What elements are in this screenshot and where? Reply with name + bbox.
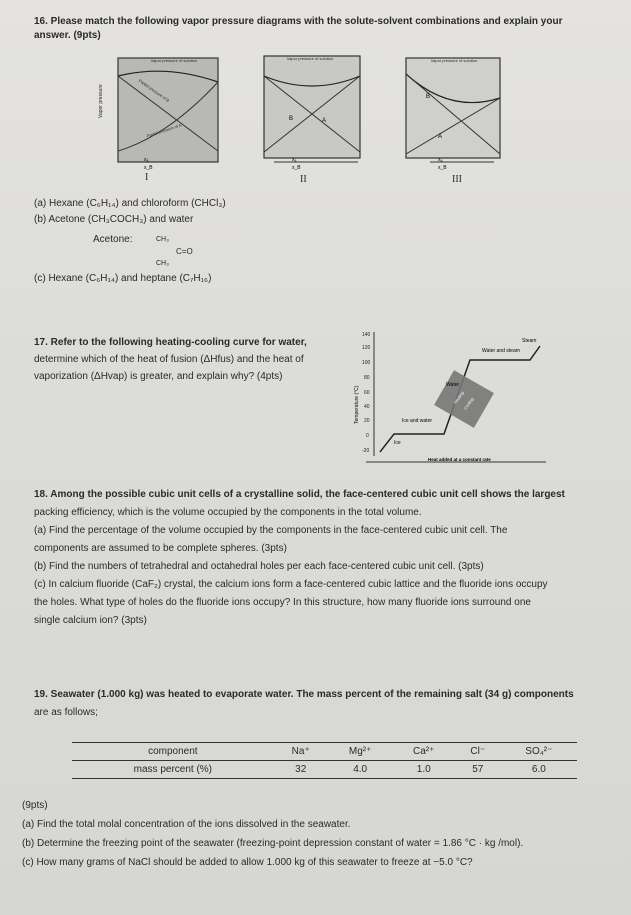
q16-option-c: (c) Hexane (C₆H₁₄) and heptane (C₇H₁₆) bbox=[34, 273, 212, 284]
q18-line-2: packing efficiency, which is the volume occupied by the components in the total volume. bbox=[34, 507, 422, 518]
q18-line-4: components are assumed to be complete spheres. (3pts) bbox=[34, 543, 287, 554]
chart-label-ice-water: Ice and water bbox=[402, 418, 433, 424]
table-cell: 32 bbox=[274, 761, 328, 779]
tick-20: 20 bbox=[364, 418, 370, 424]
diagram-1-curve-b-label: Partial pressure of B bbox=[137, 78, 171, 103]
q19-part-b: (b) Determine the freezing point of the seawater (freezing-point depression constant of water = 1.86 °C · kg /mol). bbox=[22, 838, 524, 849]
q17-text bbox=[34, 334, 307, 385]
tick-80: 80 bbox=[364, 375, 370, 381]
table-row bbox=[72, 761, 577, 779]
table-header-cell: Ca²⁺ bbox=[393, 743, 455, 761]
chart-label-steam: Steam bbox=[522, 338, 537, 344]
svg-text:B: B bbox=[426, 94, 431, 100]
q18-line-3: (a) Find the percentage of the volume occupied by the components in the face-centered cubic unit cell. The bbox=[34, 525, 508, 536]
tick-140: 140 bbox=[362, 332, 371, 338]
q19-line-2: are as follows; bbox=[34, 707, 98, 718]
tick-120: 120 bbox=[362, 345, 371, 351]
diagram-2-top-label: Vapor pressure of solution bbox=[286, 56, 334, 61]
table-header-cell: Cl⁻ bbox=[455, 743, 501, 761]
diagram-1-y-label: Vapor pressure bbox=[98, 84, 104, 118]
q16-line-2: answer. (9pts) bbox=[34, 30, 101, 41]
acetone-ch3-top: CH₃ bbox=[156, 236, 169, 243]
table-header-cell: SO₄²⁻ bbox=[501, 743, 577, 761]
vapor-pressure-diagram-2 bbox=[244, 52, 362, 162]
q16-line-1: 16. Please match the following vapor pressure diagrams with the solute-solvent combinations and explain your bbox=[34, 16, 563, 27]
q16-options bbox=[34, 196, 226, 228]
svg-text:x_B: x_B bbox=[292, 165, 301, 171]
acetone-ch3-bottom: CH₃ bbox=[156, 260, 169, 267]
svg-text:A: A bbox=[438, 134, 443, 140]
table-header-cell: Mg²⁺ bbox=[328, 743, 393, 761]
q18-line-8: single calcium ion? (3pts) bbox=[34, 615, 147, 626]
chart-label-water: Water bbox=[446, 382, 460, 388]
table-cell: 1.0 bbox=[393, 761, 455, 779]
vapor-pressure-diagram-1 bbox=[96, 56, 221, 166]
svg-text:xₐ: xₐ bbox=[438, 158, 443, 163]
q19-line-1: 19. Seawater (1.000 kg) was heated to evaporate water. The mass percent of the remaining salt (34 g) components bbox=[34, 689, 574, 700]
q18-line-6: (c) In calcium fluoride (CaF₂) crystal, the calcium ions form a face-centered cubic lattice and the fluoride ions occupy bbox=[34, 579, 548, 590]
diagram-2-roman: II bbox=[300, 174, 307, 185]
table-cell: 6.0 bbox=[501, 761, 577, 779]
diagram-1-x-axis bbox=[118, 158, 218, 172]
q18-line-5: (b) Find the numbers of tetrahedral and octahedral holes per each face-centered cubic unit cell. (3pts) bbox=[34, 561, 484, 572]
q19-parts bbox=[22, 796, 523, 872]
tick-40: 40 bbox=[364, 404, 370, 410]
acetone-label: Acetone: bbox=[93, 234, 133, 245]
tick-minus20: -20 bbox=[362, 448, 370, 454]
svg-text:xₐ: xₐ bbox=[144, 158, 149, 163]
svg-text:x_B: x_B bbox=[438, 165, 447, 171]
vapor-pressure-diagram-3 bbox=[388, 54, 503, 164]
svg-text:x_B: x_B bbox=[144, 165, 153, 171]
acetone-carbonyl: C=O bbox=[176, 247, 193, 256]
q19-part-a: (a) Find the total molal concentration of the ions dissolved in the seawater. bbox=[22, 819, 351, 830]
q17-line-1: 17. Refer to the following heating-cooling curve for water, bbox=[34, 337, 307, 348]
table-header-row bbox=[72, 743, 577, 761]
q19-text bbox=[34, 686, 574, 722]
table-header-cell: Na⁺ bbox=[274, 743, 328, 761]
tick-100: 100 bbox=[362, 360, 371, 366]
heating-cooling-curve bbox=[352, 324, 552, 474]
q19-part-c: (c) How many grams of NaCl should be added to allow 1.000 kg of this seawater to freeze at −5.0 °C? bbox=[22, 857, 473, 868]
svg-text:xₐ: xₐ bbox=[292, 158, 297, 163]
tick-60: 60 bbox=[364, 390, 370, 396]
q18-line-7: the holes. What type of holes do the fluoride ions occupy? In this structure, how many fluoride ions surround one bbox=[34, 597, 531, 608]
q18-line-1: 18. Among the possible cubic unit cells of a crystalline solid, the face-centered cubic unit cell shows the largest bbox=[34, 489, 565, 500]
chart-y-label: Temperature (°C) bbox=[354, 385, 360, 424]
chart-x-label: Heat added at a constant rate bbox=[428, 457, 491, 462]
diagram-3-x-axis bbox=[428, 158, 498, 172]
diagram-3-roman: III bbox=[452, 174, 462, 185]
q19-points: (9pts) bbox=[22, 800, 48, 811]
q17-line-3: vaporization (ΔHvap) is greater, and explain why? (4pts) bbox=[34, 371, 283, 382]
table-cell: 4.0 bbox=[328, 761, 393, 779]
chart-label-water-steam: Water and steam bbox=[482, 348, 520, 354]
chart-label-heating: Heating bbox=[452, 390, 465, 405]
diagram-1-roman: I bbox=[145, 172, 149, 183]
chart-label-ice: Ice bbox=[394, 440, 401, 446]
q16-option-a: (a) Hexane (C₆H₁₄) and chloroform (CHCl₃) bbox=[34, 198, 226, 209]
table-header-cell: component bbox=[72, 743, 274, 761]
q16-option-b: (b) Acetone (CH₃COCH₃) and water bbox=[34, 214, 194, 225]
q17-line-2: determine which of the heat of fusion (ΔHfus) and the heat of bbox=[34, 354, 304, 365]
tick-0: 0 bbox=[366, 433, 369, 439]
table-cell: 57 bbox=[455, 761, 501, 779]
table-cell: mass percent (%) bbox=[72, 761, 274, 779]
salt-composition-table bbox=[72, 742, 577, 779]
svg-text:A: A bbox=[322, 118, 327, 124]
diagram-3-top-label: Vapor pressure of solution bbox=[430, 58, 478, 63]
diagram-1-curve-a-label: Partial pressure of A bbox=[146, 122, 182, 139]
chart-label-cooling: Cooling bbox=[462, 396, 475, 411]
q18-text bbox=[34, 486, 565, 630]
q16-header bbox=[34, 14, 562, 44]
svg-text:B: B bbox=[289, 116, 294, 122]
diagram-2-x-axis bbox=[272, 158, 362, 172]
diagram-1-top-label: Vapor pressure of solution bbox=[150, 58, 198, 63]
